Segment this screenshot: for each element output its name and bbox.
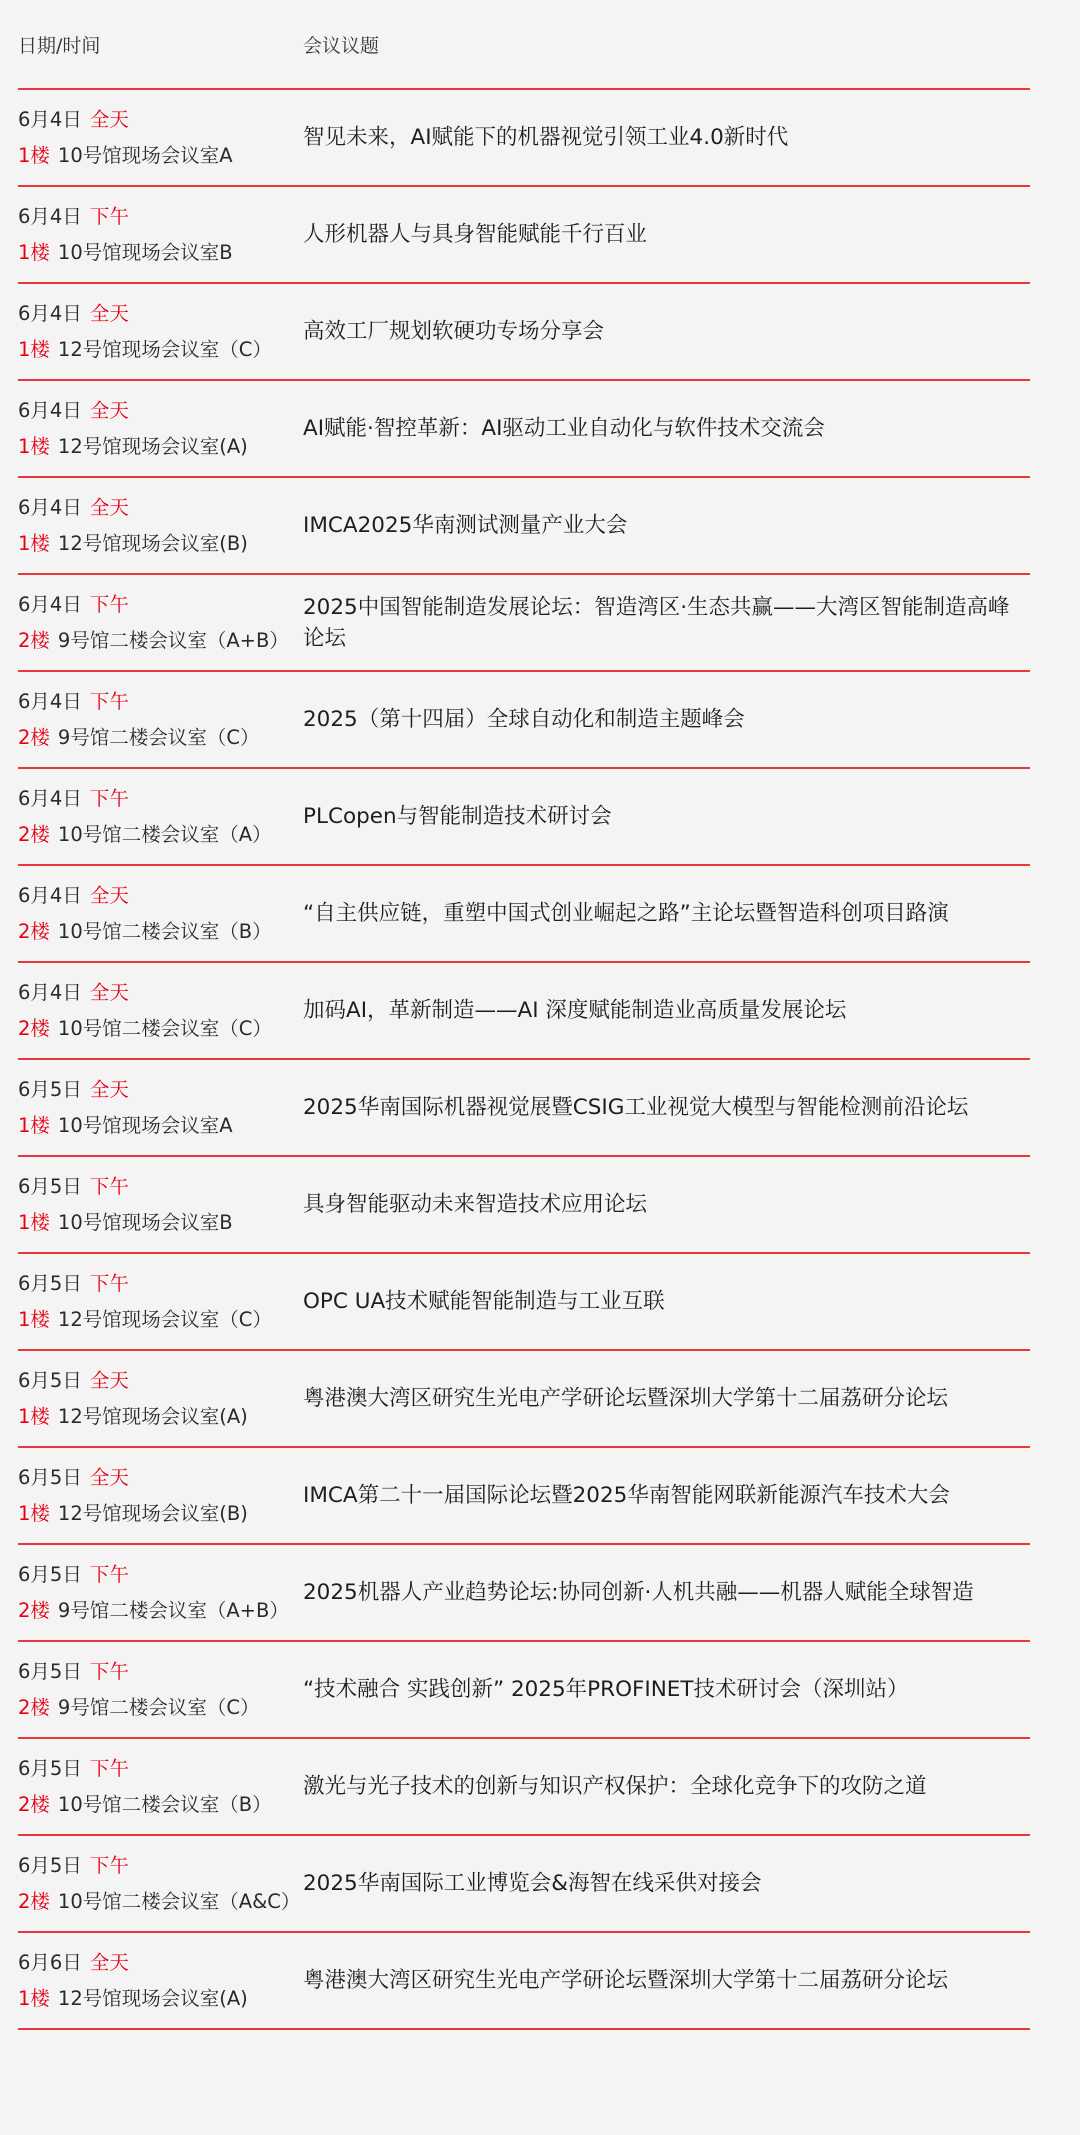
date-time-cell — [18, 1751, 303, 1823]
floor-text: 2楼 — [18, 1695, 50, 1719]
floor-text: 1楼 — [18, 1986, 50, 2010]
room-text: 12号馆现场会议室(B) — [57, 531, 248, 555]
location-line — [18, 235, 303, 271]
room-text: 10号馆二楼会议室（C） — [57, 1016, 272, 1040]
table-row — [18, 575, 1030, 672]
date-text: 6月5日 — [18, 1271, 82, 1295]
topic-cell: 2025机器人产业趋势论坛:协同创新·人机共融——机器人赋能全球智造 — [303, 1580, 974, 1605]
date-text: 6月6日 — [18, 1950, 82, 1974]
location-line — [18, 1205, 303, 1241]
location-line — [18, 1108, 303, 1144]
table-row — [18, 1933, 1030, 2030]
date-text: 6月5日 — [18, 1174, 82, 1198]
topic-cell: PLCopen与智能制造技术研讨会 — [303, 804, 612, 829]
date-line — [18, 1848, 303, 1884]
date-text: 6月4日 — [18, 883, 82, 907]
date-line — [18, 393, 303, 429]
floor-text: 1楼 — [18, 1501, 50, 1525]
date-text: 6月4日 — [18, 398, 82, 422]
room-text: 10号馆现场会议室A — [57, 1113, 233, 1137]
date-time-cell — [18, 490, 303, 562]
date-line — [18, 199, 303, 235]
date-line — [18, 296, 303, 332]
topic-cell: “自主供应链，重塑中国式创业崛起之路”主论坛暨智造科创项目路演 — [303, 901, 949, 926]
date-line — [18, 1654, 303, 1690]
table-row — [18, 90, 1030, 187]
room-text: 12号馆现场会议室(A) — [57, 434, 248, 458]
date-time-cell — [18, 199, 303, 271]
floor-text: 1楼 — [18, 143, 50, 167]
topic-cell: 人形机器人与具身智能赋能千行百业 — [303, 222, 648, 247]
table-row — [18, 1157, 1030, 1254]
location-line — [18, 1496, 303, 1532]
location-line — [18, 1884, 303, 1920]
location-line — [18, 1302, 303, 1338]
location-line — [18, 1593, 303, 1629]
date-text: 6月4日 — [18, 301, 82, 325]
floor-text: 2楼 — [18, 1016, 50, 1040]
topic-cell: IMCA第二十一届国际论坛暨2025华南智能网联新能源汽车技术大会 — [303, 1483, 950, 1508]
date-text: 6月5日 — [18, 1659, 82, 1683]
topic-column-header: 会议议题 — [303, 34, 380, 57]
location-line — [18, 817, 303, 853]
floor-text: 1楼 — [18, 434, 50, 458]
location-line — [18, 720, 303, 756]
period-text: 下午 — [89, 1271, 129, 1295]
floor-text: 1楼 — [18, 1210, 50, 1234]
table-header — [18, 0, 1030, 90]
date-time-cell — [18, 1945, 303, 2017]
floor-text: 1楼 — [18, 1404, 50, 1428]
date-time-cell — [18, 975, 303, 1047]
room-text: 9号馆二楼会议室（C） — [57, 1695, 260, 1719]
room-text: 10号馆二楼会议室（B） — [57, 1792, 272, 1816]
date-text: 6月4日 — [18, 107, 82, 131]
location-line — [18, 429, 303, 465]
date-line — [18, 975, 303, 1011]
date-line — [18, 1266, 303, 1302]
date-line — [18, 1072, 303, 1108]
date-time-cell — [18, 1654, 303, 1726]
date-time-cell — [18, 102, 303, 174]
date-text: 6月5日 — [18, 1368, 82, 1392]
topic-cell: AI赋能·智控革新：AI驱动工业自动化与软件技术交流会 — [303, 416, 825, 441]
room-text: 10号馆现场会议室B — [57, 240, 233, 264]
period-text: 全天 — [89, 1077, 129, 1101]
date-time-cell — [18, 1460, 303, 1532]
table-row — [18, 381, 1030, 478]
room-text: 12号馆现场会议室(B) — [57, 1501, 248, 1525]
location-line — [18, 526, 303, 562]
room-text: 10号馆现场会议室A — [57, 143, 233, 167]
date-line — [18, 587, 303, 623]
room-text: 10号馆二楼会议室（B） — [57, 919, 272, 943]
table-row — [18, 769, 1030, 866]
table-row — [18, 1545, 1030, 1642]
topic-cell: 粤港澳大湾区研究生光电产学研论坛暨深圳大学第十二届荔研分论坛 — [303, 1968, 949, 1993]
table-row — [18, 1448, 1030, 1545]
period-text: 全天 — [89, 980, 129, 1004]
date-time-cell — [18, 878, 303, 950]
date-line — [18, 684, 303, 720]
period-text: 下午 — [89, 689, 129, 713]
topic-cell: “技术融合 实践创新” 2025年PROFINET技术研讨会（深圳站） — [303, 1677, 909, 1702]
topic-cell: 2025华南国际机器视觉展暨CSIG工业视觉大模型与智能检测前沿论坛 — [303, 1095, 969, 1120]
room-text: 12号馆现场会议室(A) — [57, 1986, 248, 2010]
topic-cell: 智见未来，AI赋能下的机器视觉引领工业4.0新时代 — [303, 125, 789, 150]
period-text: 下午 — [89, 204, 129, 228]
date-time-cell — [18, 781, 303, 853]
period-text: 下午 — [89, 592, 129, 616]
location-line — [18, 1011, 303, 1047]
date-line — [18, 1460, 303, 1496]
date-text: 6月4日 — [18, 980, 82, 1004]
date-line — [18, 1363, 303, 1399]
date-text: 6月5日 — [18, 1465, 82, 1489]
date-line — [18, 878, 303, 914]
topic-cell: 2025中国智能制造发展论坛：智造湾区·生态共赢——大湾区智能制造高峰论坛 — [303, 594, 1010, 651]
topic-cell: 激光与光子技术的创新与知识产权保护：全球化竞争下的攻防之道 — [303, 1774, 927, 1799]
period-text: 全天 — [89, 1950, 129, 1974]
floor-text: 2楼 — [18, 1889, 50, 1913]
room-text: 9号馆二楼会议室（C） — [57, 725, 260, 749]
topic-cell: 2025华南国际工业博览会&海智在线采供对接会 — [303, 1871, 762, 1896]
date-time-cell — [18, 1557, 303, 1629]
room-text: 10号馆现场会议室B — [57, 1210, 233, 1234]
table-body — [18, 90, 1030, 2030]
date-line — [18, 1945, 303, 1981]
period-text: 全天 — [89, 398, 129, 422]
topic-cell: OPC UA技术赋能智能制造与工业互联 — [303, 1289, 665, 1314]
location-line — [18, 1690, 303, 1726]
table-row — [18, 187, 1030, 284]
location-line — [18, 1787, 303, 1823]
table-row — [18, 1836, 1030, 1933]
room-text: 9号馆二楼会议室（A+B） — [57, 1598, 289, 1622]
table-row — [18, 1351, 1030, 1448]
topic-cell: 高效工厂规划软硬功专场分享会 — [303, 319, 605, 344]
schedule-table — [18, 0, 1030, 2030]
floor-text: 2楼 — [18, 919, 50, 943]
floor-text: 1楼 — [18, 1113, 50, 1137]
table-row — [18, 963, 1030, 1060]
table-row — [18, 284, 1030, 381]
period-text: 下午 — [89, 786, 129, 810]
floor-text: 1楼 — [18, 531, 50, 555]
date-line — [18, 102, 303, 138]
date-text: 6月5日 — [18, 1853, 82, 1877]
date-text: 6月4日 — [18, 592, 82, 616]
period-text: 全天 — [89, 301, 129, 325]
topic-cell: IMCA2025华南测试测量产业大会 — [303, 513, 628, 538]
period-text: 全天 — [89, 1368, 129, 1392]
location-line — [18, 1981, 303, 2017]
table-row — [18, 1060, 1030, 1157]
room-text: 12号馆现场会议室（C） — [57, 1307, 272, 1331]
table-row — [18, 1642, 1030, 1739]
floor-text: 2楼 — [18, 628, 50, 652]
date-text: 6月4日 — [18, 786, 82, 810]
location-line — [18, 914, 303, 950]
period-text: 下午 — [89, 1174, 129, 1198]
room-text: 10号馆二楼会议室（A） — [57, 822, 272, 846]
period-text: 全天 — [89, 495, 129, 519]
date-time-cell — [18, 1266, 303, 1338]
date-column-header: 日期/时间 — [18, 34, 101, 57]
location-line — [18, 138, 303, 174]
floor-text: 2楼 — [18, 822, 50, 846]
table-row — [18, 478, 1030, 575]
date-time-cell — [18, 1072, 303, 1144]
period-text: 全天 — [89, 883, 129, 907]
period-text: 下午 — [89, 1853, 129, 1877]
period-text: 下午 — [89, 1756, 129, 1780]
date-text: 6月4日 — [18, 495, 82, 519]
date-time-cell — [18, 684, 303, 756]
floor-text: 1楼 — [18, 337, 50, 361]
date-time-cell — [18, 296, 303, 368]
location-line — [18, 623, 303, 659]
floor-text: 1楼 — [18, 1307, 50, 1331]
table-row — [18, 1254, 1030, 1351]
location-line — [18, 1399, 303, 1435]
date-time-cell — [18, 1169, 303, 1241]
period-text: 全天 — [89, 107, 129, 131]
date-line — [18, 1557, 303, 1593]
date-line — [18, 490, 303, 526]
date-text: 6月5日 — [18, 1756, 82, 1780]
date-time-cell — [18, 1848, 303, 1920]
floor-text: 2楼 — [18, 725, 50, 749]
date-text: 6月4日 — [18, 689, 82, 713]
topic-cell: 粤港澳大湾区研究生光电产学研论坛暨深圳大学第十二届荔研分论坛 — [303, 1386, 949, 1411]
date-text: 6月4日 — [18, 204, 82, 228]
table-row — [18, 866, 1030, 963]
date-time-cell — [18, 393, 303, 465]
date-time-cell — [18, 1363, 303, 1435]
date-text: 6月5日 — [18, 1077, 82, 1101]
topic-cell: 2025（第十四届）全球自动化和制造主题峰会 — [303, 707, 745, 732]
date-text: 6月5日 — [18, 1562, 82, 1586]
date-time-cell — [18, 587, 303, 659]
table-row — [18, 672, 1030, 769]
date-line — [18, 1169, 303, 1205]
floor-text: 2楼 — [18, 1792, 50, 1816]
room-text: 10号馆二楼会议室（A&C） — [57, 1889, 301, 1913]
table-row — [18, 1739, 1030, 1836]
period-text: 下午 — [89, 1659, 129, 1683]
room-text: 12号馆现场会议室（C） — [57, 337, 272, 361]
date-line — [18, 1751, 303, 1787]
period-text: 全天 — [89, 1465, 129, 1489]
period-text: 下午 — [89, 1562, 129, 1586]
floor-text: 2楼 — [18, 1598, 50, 1622]
date-line — [18, 781, 303, 817]
location-line — [18, 332, 303, 368]
topic-cell: 加码AI，革新制造——AI 深度赋能制造业高质量发展论坛 — [303, 998, 847, 1023]
floor-text: 1楼 — [18, 240, 50, 264]
room-text: 9号馆二楼会议室（A+B） — [57, 628, 289, 652]
topic-cell: 具身智能驱动未来智造技术应用论坛 — [303, 1192, 648, 1217]
room-text: 12号馆现场会议室(A) — [57, 1404, 248, 1428]
